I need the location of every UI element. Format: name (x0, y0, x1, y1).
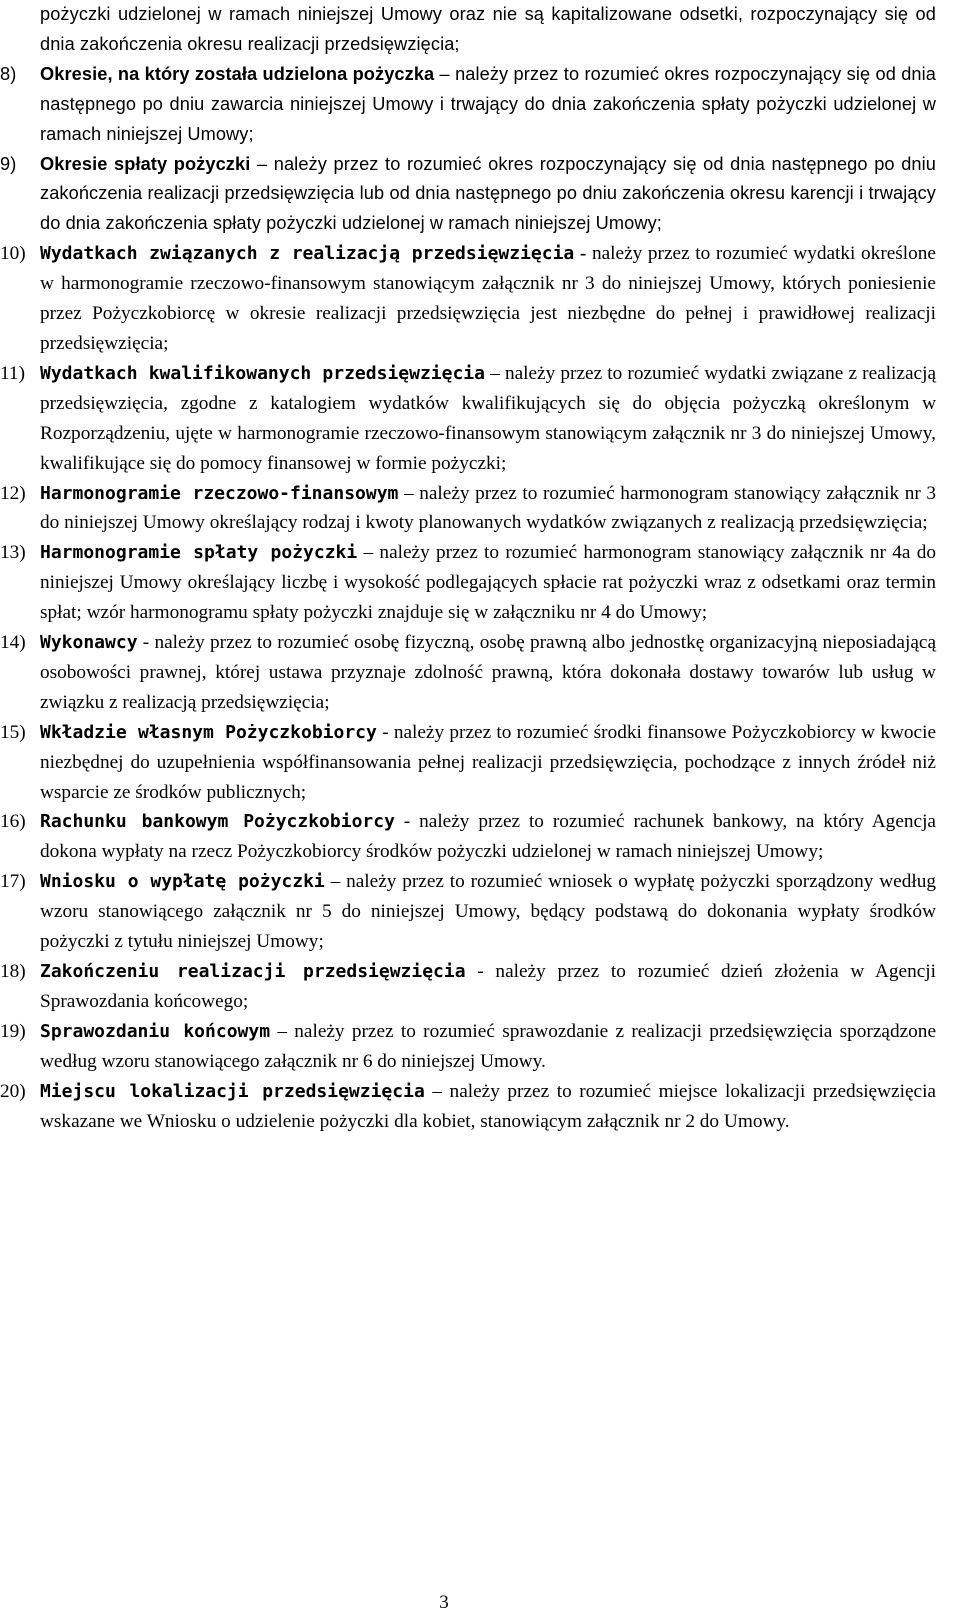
item-definition: należy przez to rozumieć wydatki określone w harmonogramie rzeczowo-finansowym stanowiącym załącznik nr 3 do niniejszej Umowy, których poniesienie przez Pożyczkobiorcę w okresie realizacji przedsięwzięcia jest niezbędne do pełnej i prawidłowej realizacji przedsięwzięcia; (40, 243, 936, 354)
item-separator: – (324, 871, 347, 893)
item-number: 14) (0, 632, 26, 654)
item-term: Wydatkach kwalifikowanych przedsięwzięcia (40, 362, 485, 384)
definition-item-9 (0, 150, 936, 240)
item-definition: należy przez to rozumieć osobę fizyczną, osobę prawną albo jednostkę organizacyjną nieposiadającą osobowości prawnej, której ustawa przyznaje zdolność prawną, która dokonała dostawy towarów lub usług w związku z realizacją przedsięwzięcia; (40, 632, 937, 713)
item-definition: należy przez to rozumieć wniosek o wypłatę pożyczki sporządzony według wzoru stanowiącego załącznik nr 5 do niniejszej Umowy, będący podstawą do dokonania wypłaty środków pożyczki z tytułu niniejszej Umowy; (40, 871, 937, 953)
item-definition: należy przez to rozumieć harmonogram stanowiący załącznik nr 4a do niniejszej Umowy określający liczbę i wysokość podlegających spłacie rat pożyczki wraz z odsetkami oraz termin spłat; wzór harmonogramu spłaty pożyczki znajduje się w załączniku nr 4 do Umowy; (40, 542, 936, 624)
item-term: Wydatkach związanych z realizacją przedsięwzięcia (40, 243, 575, 265)
item-number: 16) (0, 811, 26, 833)
item-definition: należy przez to rozumieć miejsce lokalizacji przedsięwzięcia wskazane we Wniosku o udzielenie pożyczki dla kobiet, stanowiącym załącznik nr 2 do Umowy. (40, 1080, 936, 1132)
item-separator: - (394, 811, 420, 833)
item-term: Rachunku bankowym Pożyczkobiorcy (40, 811, 395, 833)
definition-item-20 (0, 1077, 936, 1137)
item-definition: należy przez to rozumieć rachunek bankowy, na który Agencja dokona wypłaty na rzecz Pożyczkobiorcy środków pożyczki udzielonej w ramach niniejszej Umowy; (40, 811, 936, 863)
item-number: 20) (0, 1080, 26, 1102)
item-term: Wkładzie własnym Pożyczkobiorcy (40, 721, 377, 743)
item-term: Harmonogramie spłaty pożyczki (40, 542, 358, 564)
item-separator: – (357, 542, 380, 564)
item-definition: należy przez to rozumieć wydatki związane z realizacją przedsięwzięcia, zgodne z katalogiem wydatków kwalifikujących się do objęcia pożyczką określonym w Rozporządzeniu, ujęte w harmonogramie rzeczowo-finansowym stanowiącym załącznik nr 3 do niniejszej Umowy, kwalifikujące się do pomocy finansowej w formie pożyczki; (40, 362, 936, 474)
item-number: 18) (0, 961, 26, 982)
item-number: 15) (0, 721, 26, 743)
item-number: 11) (0, 362, 25, 384)
item-term: Miejscu lokalizacji przedsięwzięcia (40, 1080, 425, 1102)
definitions-list (0, 60, 937, 1137)
item-definition: należy przez to rozumieć harmonogram stanowiący załącznik nr 3 do niniejszej Umowy określający rodzaj i kwoty planowanych wydatków związanych z realizacją przedsięwzięcia; (40, 482, 937, 534)
item-definition: należy przez to rozumieć okres rozpoczynający się od dnia następnego po dniu zakończenia realizacji przedsięwzięcia lub od dnia następnego po dniu zakończenia okresu karencji i trwający do dnia zakończenia spłaty pożyczki udzielonej w ramach niniejszej Umowy; (40, 153, 936, 234)
item-number: 17) (0, 871, 26, 893)
item-number: 9) (0, 153, 17, 174)
definition-item-19 (0, 1017, 937, 1077)
definition-item-13 (0, 538, 936, 628)
item-definition: należy przez to rozumieć sprawozdanie z realizacji przedsięwzięcia sporządzone według wzoru stanowiącego załącznik nr 6 do niniejszej Umowy. (40, 1020, 937, 1072)
item-separator: - (465, 961, 496, 982)
item-separator: – (250, 153, 274, 174)
definition-item-12 (0, 479, 937, 539)
item-definition: należy przez to rozumieć dzień złożenia w Agencji Sprawozdania końcowego; (40, 961, 937, 1012)
item-number: 10) (0, 243, 26, 265)
definition-item-11 (0, 359, 936, 479)
item-definition: należy przez to rozumieć okres rozpoczynający się od dnia następnego po dniu zawarcia niniejszej Umowy i trwający do dnia zakończenia spłaty pożyczki udzielonej w ramach niniejszej Umowy; (40, 63, 936, 144)
item-term: Okresie spłaty pożyczki (40, 153, 251, 174)
definition-item-18 (0, 957, 937, 1017)
item-term: Okresie, na który została udzielona pożyczka (40, 63, 435, 84)
intro-paragraph: pożyczki udzielonej w ramach niniejszej Umowy oraz nie są kapitalizowane odsetki, rozpoczynający się od dnia zakończenia okresu realizacji przedsięwzięcia; (40, 4, 936, 54)
page-number: 3 (439, 1592, 449, 1613)
item-separator: – (398, 482, 420, 504)
definition-item-8 (0, 60, 936, 150)
definition-item-10 (0, 239, 936, 359)
item-term: Harmonogramie rzeczowo-finansowym (40, 482, 399, 504)
item-separator: - (137, 632, 155, 654)
item-term: Zakończeniu realizacji przedsięwzięcia (40, 961, 466, 982)
definition-item-14 (0, 628, 937, 718)
item-number: 12) (0, 482, 26, 504)
item-number: 13) (0, 542, 26, 564)
item-separator: – (270, 1020, 295, 1042)
definition-item-15 (0, 718, 936, 808)
item-separator: – (424, 1080, 450, 1102)
item-number: 19) (0, 1020, 26, 1042)
item-term: Wniosku o wypłatę pożyczki (40, 871, 325, 893)
item-term: Sprawozdaniu końcowym (40, 1020, 271, 1042)
item-number: 8) (0, 63, 17, 84)
item-definition: należy przez to rozumieć środki finansowe Pożyczkobiorcy w kwocie niezbędnej do uzupełnienia współfinansowania pełnej realizacji przedsięwzięcia, pochodzące z innych źródeł niż wsparcie ze środków publicznych; (40, 721, 936, 803)
definition-item-17 (0, 867, 937, 957)
item-separator: – (434, 63, 456, 84)
item-separator: – (484, 362, 505, 384)
item-separator: - (574, 243, 592, 265)
definition-item-16 (0, 807, 936, 867)
item-term: Wykonawcy (40, 632, 138, 654)
item-separator: - (376, 721, 394, 743)
